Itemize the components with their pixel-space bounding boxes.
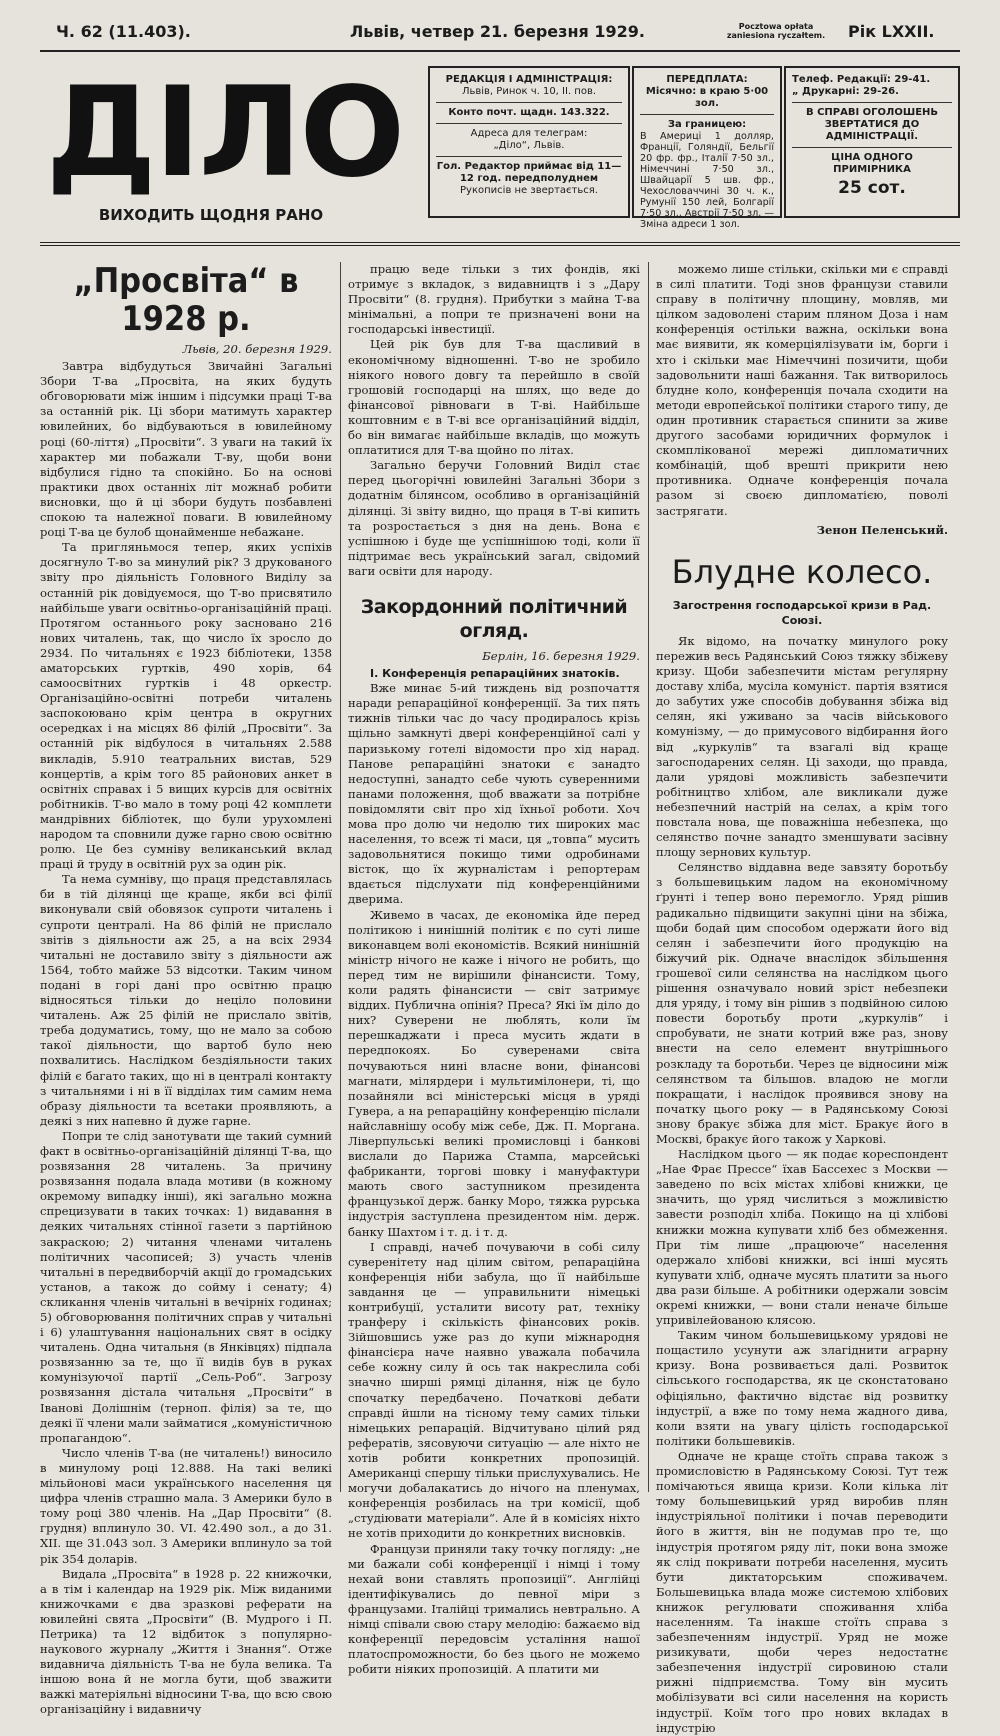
- manuscripts-note: Рукописів не звертається.: [460, 185, 598, 196]
- article-title-wheel: Блудне колесо.: [671, 552, 933, 591]
- postage-note: Pocztowa opłata zaniesiona ryczałtem.: [726, 22, 826, 40]
- paragraph: Селянство віддавна веде завзяту боротьбу з большевицьким ладом на економічному ґрунті і тепер воно перемогло. Уряд рішив радикально підвищити закупні ціни на збіжа, щоби бодай цим способом одержати його від селян і забезпечити його продукцію на біжучий рік. Одначе внаслідок збільшення грошевої сили селянства на наслідком цього рішення означувало новий зріст небезпеки для уряду, і тому він рішив з подвійною силою повести боротьбу проти „куркулів“ і спробувати, не знати котрий вже раз, знову внести на село елемент внутрішнього розкладу та боротьби. Через це відносини між селянством та більшов. владою не могли покращати, і наслідок проявився знову на початку цього року — в Радянському Союзі знову бракує збіжа для міст. Бракує його в Москві, бракує його також у Харкові.: [656, 860, 948, 1146]
- column-3: [656, 262, 948, 1735]
- paragraph: Та нема сумніву, що праця представлялась би в тій ділянці ще краще, якби всі філії виконували свій обовязок супроти читалень і супроти централі. На 86 філій не прислало звітів з діяльности аж 25, а на всіх 2934 читальні не доставило звіту з діяльности аж 1564, тобто майже 53 відсотки. Таким чином подані в горі дані про освітню працю відносяться тільки до неціло половини читалень. Аж 25 філій не прислало звітів, треба додуматись, тому, що не мало за собою такої діяльности, що вартоб було нею похвалитись. Наслідком бездіяльности таких філій є багато таких, що ні в централі контакту з читальнями і ні в її відділах тим самим нема образу діяльности та всетаки проявляють, а деякі з них напевно й дуже гарне.: [40, 872, 332, 1128]
- issue-number: Ч. 62 (11.403).: [56, 22, 191, 41]
- paragraph: Вже минає 5-ий тиждень від розпочаття наради репараційної конференції. За тих пять тижнів тільки час до часу продиралось крізь щільно замкнуті двері конференційної салі у паризькому готелі відомости про хід нарад. Панове репараційні знатоки є занадто недоступні, занадто себе чують суверенними панами положення, щоб вважати за потрібне повідомляти світ про хід їхньої роботи. Хоч мова про долю чи недолю тих широких мас населення, то всеж ті маси, ця „товпа“ мусить задовольнятися покищо тими одробинами вісток, що їх журналістам і репортерам вдається підслухати під конференційними дверима.: [348, 681, 640, 907]
- top-rule: [40, 50, 960, 52]
- editorial-account: Конто почт. щадн. 143.322.: [448, 107, 610, 118]
- dateline-lviv: Львів, 20. березня 1929.: [182, 342, 332, 356]
- editorial-heading: РЕДАКЦІЯ І АДМІНІСТРАЦІЯ:: [445, 74, 613, 85]
- signature: Зенон Пеленський.: [816, 522, 948, 537]
- paragraph: І справді, начеб почуваючи в собі силу суверенітету над цілим світом, репараційна конференція ніби забула, що її найбільше завдання це — управильнити німецькі контрибуції, усталити висоту рат, техніку транферу і скількість фінансових років. Зійшовшись уже раз до купи міжнародня фінансієра наче наявно уважала побачила себе кожну силу й ось так накреслила собі значно ширші рямці ділання, ніж це було спочатку передбачено. Початкові дебати справді йшли на тісному тему самих тільки німецьких репарацій. Відчитувано цілий ряд рефератів, зясовуючи ситуацію — але ніхто не хотів робити конкретних пропозицій. Американці спершу тільки прислухувались. Не могучи добалакатись до нічого на пленумах, конференція розбилась на три комісії, щоб „студіювати матеріали“. Але й в комісіях ніхто не хотів приходити до конкретних висновків.: [348, 1239, 640, 1541]
- column-divider: [648, 262, 649, 1492]
- editorial-address: Львів, Ринок ч. 10, II. пов.: [461, 86, 597, 97]
- place-date: Львів, четвер 21. березня 1929.: [350, 22, 645, 41]
- article-subtitle: Загострення господарської кризи в Рад. Союзі.: [672, 598, 932, 627]
- paragraph: Цей рік був для Т-ва щасливий в економічному відношенні. Т-во не зробило ніякого нового довгу та перейшло в своїй грошовій господарці на шлях, що веде до фінансової рівноваги в Т-ві. Найбільше коштовним є в Т-ві все організаційний відділ, бо він вимагає найбільше вкладів, що можуть оплатитися для Т-ва щойно по літах.: [348, 337, 640, 458]
- column-divider: [340, 262, 341, 1492]
- column-1: [40, 261, 332, 1717]
- editorial-box: [428, 66, 630, 218]
- paragraph: Та пригляньмося тепер, яких успіхів досягнуло Т-во за минулий рік? З друкованого звіту про діяльність Головного Виділу за останній рік довідуємося, що Т-во присвятило найбільше уваги освітньо-організаційній праці. Протягом останнього року засновано 216 нових читалень, так, що число їх зросло до 2934. По читальнях є 1923 бібліотеки, 1358 аматорських гуртків, 490 хорів, 64 самоосвітних гуртків і 48 оркестр. Організаційно-освітні потреби читалень заспокоювано крім центра в округних осередках і на місцях 86 філій „Просвіти“. За останній рік відбулося в читальнях 2.588 викладів, 5.910 театральних вистав, 529 концертів, а крім того 85 районових анкет в освітніх справах і 5 вищих курсів для освітніх робітників. Т-во мало в тому році 42 комплети мандрівних бібліотек, що були урухомлені народом та сповнили дуже гарно свою освітню ролю. Це без сумніву великанський вклад праці й труду в освітній рух за один рік.: [40, 540, 332, 872]
- paragraph: Одначе не краще стоїть справа також з промисловістю в Радянському Союзі. Тут теж помічаються явища кризи. Коли кілька літ тому большевицький уряд виробив плян індустріяльної політики і почав переводити його в життя, він не подумав про те, що індустрія протягом ряду літ, поки вона зможе як слід покривати потреби населення, мусить бути диктаторським споживачем. Большевицька влада може системою хлібових книжок регулювати споживання хліба населенням. Та інакше стоїть справа з забезпеченням індустрії. Уряд не може ризикувати, щоби через недостатнє забезпечення індустрії сировиною стали рижні підприємства. Тому він мусить мобілізувати всі сили населення на користь індустрії. Коїм того про нових вкладах в індустрію: [656, 1448, 948, 1735]
- paragraph: Таким чином большевицькому урядові не пощастило усунути аж злагіднити аграрну кризу. Вона розвивається далі. Розвиток сільського господарства, як це сконстатовано офіціяльно, фактично відстає від розвитку індустрії, а вже по тому нема жадного дива, коли взяти на увагу цілість господарської політики большевиків.: [656, 1328, 948, 1448]
- telegram-address: „Діло“, Львів.: [493, 140, 565, 151]
- article-title-prosvita: „Просвіта“ в 1928 р.: [73, 261, 299, 339]
- year: Рік LXXII.: [848, 22, 935, 41]
- ads-note: В СПРАВІ ОГОЛОШЕНЬ ЗВЕРТАТИСЯ ДО АДМІНІСТРАЦІЇ.: [805, 107, 939, 142]
- paragraph: Завтра відбудуться Звичайні Загальні Збори Т-ва „Просвіта, на яких будуть обговорювати між іншим і підсумки праці Т-ва за останній рік. Ці збори матимуть характер ювилейних, бо відбуваються в ювилейному році (60-ліття) „Просвіти“. З уваги на такий їх характер ми побажали Т-ву, щоби вони відбулися гідно та спокійно. Бо на основі практики двох останніх літ можнаб робити висновки, що й ці збори будуть позбавлені спокою та належної поваги. В ювилейному році Т-ва це булоб щонайменше небажане.: [40, 359, 332, 540]
- newspaper-subtitle: ВИХОДИТЬ ЩОДНЯ РАНО: [98, 206, 324, 224]
- newspaper-title: ДІЛО: [46, 61, 403, 205]
- subscription-box: [632, 66, 782, 230]
- paragraph: Число членів Т-ва (не читалень!) виносило в минулому році 12.888. На такі великі мільйонові маси українського населення ця цифра членів страшно мала. З Америки було в тому році 380 членів. На „Дар Просвіти“ (8. грудня) вплинуло 30. VI. 42.490 зол., а до 31. XII. ще 31.043 зол. З Америки вплинуло за той рік 354 доларів.: [40, 1445, 332, 1566]
- paragraph: Попри те слід занотувати ще такий сумний факт в освітньо-організаційній ділянці Т-ва, що розвязання 28 читалень. За причину розвязання подала влада мотиви (в кожному окремому випадку інші), які загально можна спрецизувати в таких точках: 1) видавання в деяких читальнях стінної газети з партійною закраскою; 2) читання членами читалень політичних часописей; 3) участь членів читальні в передвиборчій акції до громадських установ, а також до сойму і сенату; 4) скликання членів читальні в вечірніх годинах; 5) обговорювання політичних справ у читальні і 6) улаштування національних свят в осідку читалень. Одна читальня (в Янківцях) підпала розвязанню за те, що її видів був в руках комунізуючої партії „Сель-Роб“. Загрозу розвязання дістала читальня „Просвіти“ в Іванові Долішнім (терноп. філія) за те, що деякі її члени мали займатися „комуністичною пропагандою“.: [40, 1128, 332, 1445]
- paragraph: Загально беручи Головний Виділ стає перед цьогорічні ювилейні Загальні Збори з додатнім білянсом, особливо в організаційній ділянці. Зі звіту видно, що праця в Т-ві кипить та розростається з дня на день. Вона є успішною і буде ще успішнішою тоді, коли її підтримає весь український загал, свідомий ваги освіти для народу.: [348, 458, 640, 578]
- masthead-rule: [40, 242, 960, 246]
- dateline-berlin: Берлін, 16. березня 1929.: [482, 648, 640, 663]
- article-title-review: Закордонний політичний огляд.: [360, 595, 628, 642]
- paragraph: працю веде тільки з тих фондів, які отримує з вкладок, з видавництв і з „Дару Просвіти“ (8. грудня). Прибутки з майна Т-ва мінімальні, а попри те призначені вони на господарські інвестиції.: [348, 262, 640, 337]
- subscription-monthly: Місячно: в краю 5·00 зол.: [645, 86, 769, 109]
- subscription-abroad-label: За границею:: [667, 119, 747, 130]
- phone-redaction: Телеф. Редакції: 29-41.: [792, 74, 931, 85]
- paragraph: Наслідком цього — як подає кореспондент „Нае Фрає Прессе“ їхав Бассехес з Москви — заведено по всіх містах хлібові книжки, це значить, що уряд числиться з можливістю завести розподіл хліба. Покищо на ці хлібові книжки можна купувати хліб без обмеження. При тім лише „працююче“ населення одержало хлібові книжки, всі інші мусять купувати хліб, одначе мусять платити за нього два рази більше. А робітники одержали зовсім окремі книжки, — вони стали неначе більше упривілейованою клясою.: [656, 1147, 948, 1328]
- editor-hours: Гол. Редактор приймає від 11—12 год. передполуднем: [436, 161, 622, 184]
- paragraph: Як відомо, на початку минулого року пережив весь Радянський Союз тяжку збіжеву кризу. Щоби забезпечити містам регулярну доставу хліба, мусіла комуніст. партія взятися до забутих уже способів добування збіжа від селян, які уживано за часів військового комунізму, — до примусового відбирання його від „куркулів“ та взагалі від краще загосподарених селян. Ці заходи, що правда, дали урядові можливість забезпечити робітництво хлібом, але викликали дуже небезпечний настрій на селах, а крім того повстала нова, ще поважніша небезпека, що селянство почне занадто зменшувати засівну площу зернових культур.: [656, 633, 948, 860]
- section-heading: I. Конференція репараційних знатоків.: [370, 667, 620, 681]
- price-value: 25 сот.: [838, 178, 906, 198]
- phones-box: [784, 66, 960, 218]
- column-2: [348, 262, 640, 1677]
- paragraph: Видала „Просвіта“ в 1928 р. 22 книжочки, а в тім і календар на 1929 рік. Між виданими книжочками є два зразкові реферати на ювилейні свята „Просвіти“ (В. Мудрого і П. Петрика) та 12 відбиток з популярно-наукового журналу „Життя і Знання“. Отже видавнича діяльність Т-ва не була велика. Та іншою вона й не могла бути, щоб зважити важкі матеріяльні відносини Т-ва, що всю свою організаційну і видавничу: [40, 1566, 332, 1717]
- paragraph: Живемо в часах, де економіка йде перед політикою і нинішній політик є по суті лише виконавцем волі економістів. Всякий нинішній міністр нічого не каже і нічого не робить, що перед тим не вирішили фінансисти. Тому, коли радять фінансисти — світ затримує віддих. Публична опінія? Преса? Які їм діло до них? Суверени не люблять, коли їм перешкаджати і преса мусить ждати в передпокоях. Бо суверенами світа почуваються нині власне вони, фінансові магнати, мілярдери і мультимілонери, ті, що позайняли всі міністерські місця в уряді Гувера, а на репараційну конференцію післали найславнішу особу між себе, Дж. П. Моргана. Ліверпульські великі промисловці і банкові вислали до Парижа Стампа, марсейські фабриканти, торгові шовку і мануфактури мають свого заступником президента французької держ. банку Моро, тяжка рурська індустрія заступлена президентом нім. держ. банку Шахтом і т. д. і т. д.: [348, 907, 640, 1239]
- phone-press: „ Друкарні: 29-26.: [792, 86, 899, 97]
- price-label: ЦІНА ОДНОГО ПРИМІРНИКА: [831, 152, 913, 175]
- paragraph: Французи приняли таку точку погляду: „не ми бажали собі конференції і німці і тому нехай вони ставлять пропозиції“. Англійці ідентифікувались до певної міри з французами. Італійці тримались невтрально. А німці співали свою стару мелодію: бажаємо від конференції передовсім устаління нашої платоспроможности, бо без цього не можемо робити ніяких пропозицій. А платити ми: [348, 1541, 640, 1677]
- top-line: [40, 22, 960, 48]
- subscription-heading: ПЕРЕДПЛАТА:: [666, 74, 748, 85]
- telegram-label: Адреса для телеграм:: [470, 128, 588, 139]
- paragraph: можемо лише стільки, скільки ми є справді в силі платити. Тоді знов французи ставили справу в політичну площину, мовляв, ми цілком задоволені старим пляном Доза і нам конференція остільки важна, оскільки вона має виявити, як комерціялізувати ім, борги і хто і скільки має Німеччині позичити, щоби задовольнити наші бажання. Так витворилось блудне коло, конференція почала сходити на методи европейської політики старого типу, де один противник старається спинити за живе другого засобами юридичних формулок і скомплікованої мережі дипломатичних комбінацій, щоб врешті прикрити нею противника. Одначе конференція почала разом зі своєю дипломатією, поволі застрягати.: [656, 262, 948, 518]
- subscription-abroad: В Америці 1 долляр, Франції, Голяндії, Бельгії 20 фр. фр., Італії 7·50 зл., Німеччині 7·50 зл., Швайцарії 5 шв. фр., Чехословаччині 30 ч. к., Румунії 150 лей, Болгарії 7·50 зл., Австрії 7·50 зл. — Зміна адреси 1 зол.: [640, 131, 774, 230]
